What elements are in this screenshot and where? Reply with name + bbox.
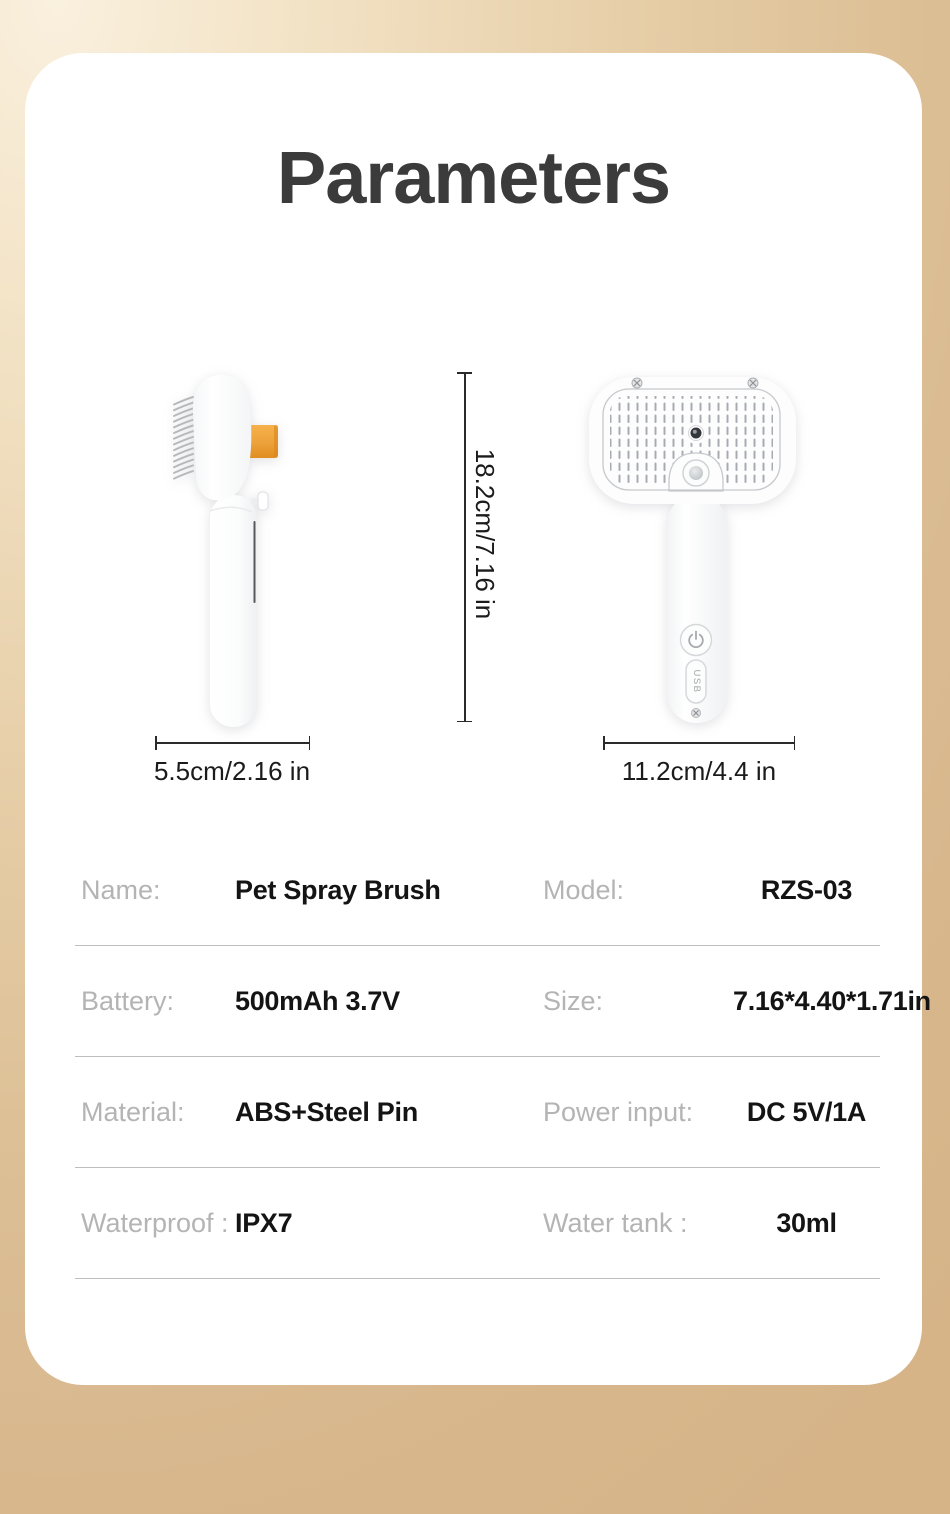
brush-side-view-image xyxy=(140,365,330,740)
brush-handle xyxy=(210,495,257,727)
spec-label-power-input: Power input: xyxy=(543,1096,694,1127)
spec-value-water-tank: 30ml xyxy=(776,1207,837,1238)
spec-value-material: ABS+Steel Pin xyxy=(235,1096,418,1127)
height-dimension-label: 18.2cm/7.16 in xyxy=(470,448,500,620)
back-width-dimension-line xyxy=(603,742,795,744)
brush-head xyxy=(193,375,251,501)
screw-icon xyxy=(632,378,642,388)
spec-value-battery: 500mAh 3.7V xyxy=(235,985,400,1016)
screw-icon xyxy=(692,709,701,718)
parameters-card xyxy=(25,53,931,1385)
height-dimension-cap-bottom xyxy=(457,721,472,723)
spec-value-power-input: DC 5V/1A xyxy=(746,1096,867,1127)
height-dimension-line xyxy=(464,372,466,722)
spec-cell xyxy=(477,986,931,1017)
spec-value-name: Pet Spray Brush xyxy=(235,874,441,905)
side-width-dimension-line xyxy=(155,742,310,744)
brush-back-view-image xyxy=(570,365,810,735)
spray-button xyxy=(683,460,709,486)
spec-cell xyxy=(75,1208,477,1239)
usb-label: USB xyxy=(691,669,702,694)
spec-cell xyxy=(477,1208,880,1239)
comb-pins-icon xyxy=(174,397,193,479)
side-width-cap-left xyxy=(155,736,157,750)
spec-label-water-tank: Water tank : xyxy=(543,1207,688,1238)
spec-cell xyxy=(75,986,477,1017)
spec-cell xyxy=(477,1097,880,1128)
usb-port xyxy=(686,660,706,703)
spec-value-size: 7.16*4.40*1.71in xyxy=(733,985,931,1016)
spec-table xyxy=(75,835,931,1279)
spec-value-waterproof: IPX7 xyxy=(235,1207,293,1238)
back-width-cap-left xyxy=(603,736,605,750)
spec-row-material-power xyxy=(75,1057,880,1168)
back-width-dimension-label: 11.2cm/4.4 in xyxy=(621,756,777,786)
power-button xyxy=(681,625,712,656)
spec-value-model: RZS-03 xyxy=(760,874,853,905)
spec-label-name: Name: xyxy=(81,874,161,905)
spec-row-battery-size xyxy=(75,946,931,1057)
spec-cell xyxy=(75,1097,477,1128)
spec-row-name-model xyxy=(75,835,880,946)
nozzle-dot xyxy=(685,422,707,444)
spec-label-material: Material: xyxy=(81,1096,185,1127)
spec-label-size: Size: xyxy=(543,985,604,1016)
spec-cell xyxy=(477,875,880,906)
screw-icon xyxy=(748,378,758,388)
spec-label-model: Model: xyxy=(543,874,625,905)
side-width-cap-right xyxy=(309,736,311,750)
side-width-dimension-label: 5.5cm/2.16 in xyxy=(153,756,311,786)
back-width-cap-right xyxy=(794,736,796,750)
spec-label-waterproof: Waterproof : xyxy=(81,1207,229,1238)
spec-label-battery: Battery: xyxy=(81,985,175,1016)
page-title: Parameters xyxy=(276,136,671,219)
spec-row-waterproof-tank xyxy=(75,1168,880,1279)
spec-cell xyxy=(75,875,477,906)
height-dimension-cap-top xyxy=(457,372,472,374)
